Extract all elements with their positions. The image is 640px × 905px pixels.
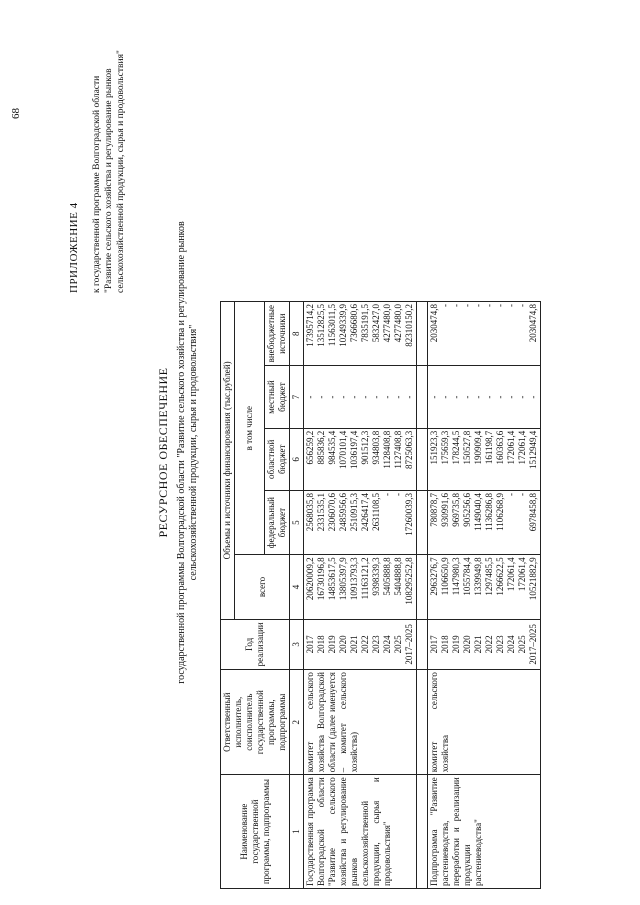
col-number: 6	[290, 428, 304, 490]
extrabudget-value: -	[473, 304, 483, 307]
year-column-cell	[304, 619, 417, 669]
local-value: -	[528, 395, 538, 399]
extrabudget-value: 4277480,0	[382, 304, 392, 343]
document-subtitle	[176, 0, 200, 905]
col-number: 8	[290, 302, 304, 366]
header-local: местный бюджет	[265, 366, 290, 428]
extrabudget-value: -	[495, 304, 505, 307]
regional-value: 901512,3	[360, 430, 370, 465]
regional-value: 190909,4	[473, 430, 483, 465]
year-value: 2024	[382, 635, 392, 654]
local-value: -	[371, 395, 381, 399]
local-value: -	[316, 395, 326, 399]
extrabudget-value: -	[440, 304, 450, 307]
year-value: 2021	[349, 635, 359, 654]
federal-value: 2485956,6	[338, 492, 348, 532]
local-value: -	[360, 395, 370, 399]
extrabudget-value: -	[462, 304, 472, 307]
header-federal: федеральный бюджет	[265, 490, 290, 554]
regional-value: 8725063,3	[404, 430, 414, 469]
spacer-cell	[417, 428, 428, 490]
header-name: Наименование государственной программы, подпрограммы	[221, 775, 290, 889]
year-value: 2020	[462, 635, 472, 654]
appendix-line: к государственной программе Волгоградской области	[92, 75, 102, 293]
financing-table	[220, 301, 541, 889]
regional-value: 885836,2	[316, 430, 326, 465]
extrabudget-value: 10249339,9	[338, 304, 348, 347]
total-value: 2963276,7	[429, 557, 439, 596]
extrabudget-value: 13512825,5	[316, 304, 326, 347]
appendix-line: сельскохозяйственной продукции, сырья и продовольствия"	[116, 50, 126, 293]
year-value: 2019	[451, 635, 461, 654]
year-value: 2018	[440, 635, 450, 654]
extrabudget-column-cell	[304, 302, 417, 366]
total-value: 20620009,2	[305, 557, 315, 601]
total-value: 1266622,5	[495, 557, 505, 596]
header-year: Год реализации	[221, 619, 290, 669]
total-value: 10521882,9	[528, 557, 538, 601]
year-value: 2020	[338, 635, 348, 654]
local-value: -	[404, 395, 414, 399]
extrabudget-value: 82310150,2	[404, 304, 414, 347]
program-name-cell: Государственная программа Волгоградской области "Развитие сельского хозяйства и регулирование рынков сельскохозяйственной продукции, сырья и продовольствия"	[304, 775, 417, 889]
extrabudget-column-cell	[428, 302, 541, 366]
spacer-cell	[417, 555, 428, 619]
federal-value: 1149040,4	[473, 492, 483, 531]
col-number: 4	[290, 555, 304, 619]
year-value: 2023	[371, 635, 381, 654]
executor-cell: комитет сельского хозяйства	[428, 670, 541, 775]
total-value: 9398339,3	[371, 557, 381, 596]
federal-value: 969735,8	[451, 492, 461, 527]
local-value: -	[429, 395, 439, 399]
regional-value: 1127408,8	[393, 430, 403, 469]
local-value: -	[382, 395, 392, 399]
federal-value: 2426417,4	[360, 492, 370, 532]
year-value: 2018	[316, 635, 326, 654]
local-value: -	[484, 395, 494, 399]
local-value: -	[495, 395, 505, 399]
regional-value: 934803,8	[371, 430, 381, 465]
regional-column-cell	[304, 428, 417, 490]
regional-value: 160363,6	[495, 430, 505, 465]
federal-value: 2306070,6	[327, 492, 337, 532]
extrabudget-value: 17395714,2	[305, 304, 315, 347]
federal-value: -	[517, 492, 527, 496]
federal-value: 17260039,3	[404, 492, 414, 536]
header-regional: областной бюджет	[265, 428, 290, 490]
total-value: 1339949,8	[473, 557, 483, 596]
program-name-cell: Подпрограмма "Развитие растениеводства, переработки и реализации продукции растениеводства"	[428, 775, 541, 889]
header-total: всего	[235, 555, 290, 619]
local-value: -	[440, 395, 450, 399]
col-number: 5	[290, 490, 304, 554]
extrabudget-value: 11563011,5	[327, 304, 337, 347]
local-value: -	[327, 395, 337, 399]
local-value: -	[349, 395, 359, 399]
header-extrabudget: внебюджетные источники	[265, 302, 290, 366]
regional-value: 1070101,4	[338, 430, 348, 469]
total-value: 108295252,8	[404, 557, 414, 605]
local-column-cell	[428, 366, 541, 428]
year-value: 2022	[360, 635, 370, 654]
subtitle-line: сельскохозяйственной продукции, сырья и продовольствия"	[188, 324, 199, 581]
total-value: 13805397,9	[338, 557, 348, 601]
federal-value: -	[393, 492, 403, 496]
regional-value: 172061,4	[506, 430, 516, 465]
extrabudget-value: -	[484, 304, 494, 307]
extrabudget-value: 4277480,0	[393, 304, 403, 343]
column-numbers-row	[290, 302, 304, 889]
spacer-cell	[417, 366, 428, 428]
total-value: 5405888,8	[382, 557, 392, 596]
spacer-cell	[417, 490, 428, 554]
col-number: 3	[290, 619, 304, 669]
header-incl: в том числе	[235, 302, 265, 555]
total-value: 11163121,2	[360, 557, 370, 600]
total-value: 16730196,8	[316, 557, 326, 601]
federal-value: 1136286,8	[484, 492, 494, 531]
local-value: -	[451, 395, 461, 399]
extrabudget-value: 5832427,0	[371, 304, 381, 343]
year-value: 2021	[473, 635, 483, 654]
regional-value: 656259,2	[305, 430, 315, 465]
extrabudget-value: 2030474,8	[429, 304, 439, 343]
year-value: 2017–2025	[528, 624, 538, 665]
regional-value: 1128408,8	[382, 430, 392, 469]
year-value: 2025	[393, 635, 403, 654]
federal-value: 905256,6	[462, 492, 472, 527]
regional-value: 151923,3	[429, 430, 439, 465]
federal-value: 2510915,3	[349, 492, 359, 532]
federal-value: 2631108,5	[371, 492, 381, 531]
extrabudget-value: 7366680,6	[349, 304, 359, 343]
local-value: -	[305, 395, 315, 399]
spacer-cell	[417, 670, 428, 775]
table-body	[304, 302, 541, 889]
local-value: -	[393, 395, 403, 399]
col-number: 7	[290, 366, 304, 428]
spacer-cell	[417, 302, 428, 366]
regional-value: 161198,7	[484, 430, 494, 465]
col-number: 1	[290, 775, 304, 889]
year-value: 2017	[305, 635, 315, 654]
local-value: -	[517, 395, 527, 399]
regional-value: 1036197,4	[349, 430, 359, 469]
total-value: 1106650,9	[440, 557, 450, 596]
regional-value: 984535,4	[327, 430, 337, 465]
federal-value: 780878,7	[429, 492, 439, 527]
total-value: 10913793,3	[349, 557, 359, 601]
total-value: 1147980,3	[451, 557, 461, 596]
total-value: 172061,4	[506, 557, 516, 592]
extrabudget-value: 2030474,8	[528, 304, 538, 343]
appendix-reference	[91, 3, 127, 293]
document-title: РЕСУРСНОЕ ОБЕСПЕЧЕНИЕ	[156, 367, 170, 538]
regional-value: 1512949,4	[528, 430, 538, 469]
executor-cell: комитет сельского хозяйства Волгоградской области (далее именуется – комитет сельского хозяйства)	[304, 670, 417, 775]
total-value: 14853617,5	[327, 557, 337, 601]
year-column-cell	[428, 619, 541, 669]
regional-value: 172061,4	[517, 430, 527, 465]
local-value: -	[473, 395, 483, 399]
appendix-title: ПРИЛОЖЕНИЕ 4	[68, 202, 80, 293]
year-value: 2023	[495, 635, 505, 654]
total-value: 1055784,4	[462, 557, 472, 596]
spacer-row	[417, 302, 428, 889]
local-value: -	[506, 395, 516, 399]
regional-value: 175659,3	[440, 430, 450, 465]
extrabudget-value: -	[517, 304, 527, 307]
year-value: 2019	[327, 635, 337, 654]
extrabudget-value: 7835191,5	[360, 304, 370, 343]
federal-value: 6978458,8	[528, 492, 538, 532]
header-volumes: Объемы и источники финансирования (тыс.рублей)	[221, 302, 235, 620]
federal-value: 2331535,1	[316, 492, 326, 532]
table-row	[428, 302, 541, 889]
federal-column-cell	[304, 490, 417, 554]
header-executor: Ответственный исполнитель, соисполнитель государственной программы, подпрограммы	[221, 670, 290, 775]
subtitle-line: государственной программы Волгоградской области "Развитие сельского хозяйства и регулирование рынков	[176, 221, 187, 684]
page-number: 68	[10, 108, 22, 119]
federal-value: 2568035,8	[305, 492, 315, 532]
regional-value: 150527,8	[462, 430, 472, 465]
year-value: 2022	[484, 635, 494, 654]
table-row	[304, 302, 417, 889]
year-value: 2017	[429, 635, 439, 654]
total-value: 1297485,5	[484, 557, 494, 596]
federal-value: 930991,6	[440, 492, 450, 527]
federal-value: -	[382, 492, 392, 496]
federal-column-cell	[428, 490, 541, 554]
year-value: 2024	[506, 635, 516, 654]
extrabudget-value: -	[451, 304, 461, 307]
local-value: -	[462, 395, 472, 399]
federal-value: -	[506, 492, 516, 496]
year-value: 2017–2025	[404, 624, 414, 665]
total-value: 172061,4	[517, 557, 527, 592]
appendix-line: "Развитие сельского хозяйства и регулирование рынков	[104, 68, 114, 293]
col-number: 2	[290, 670, 304, 775]
local-column-cell	[304, 366, 417, 428]
extrabudget-value: -	[506, 304, 516, 307]
regional-value: 178244,5	[451, 430, 461, 465]
year-value: 2025	[517, 635, 527, 654]
total-column-cell	[304, 555, 417, 619]
total-value: 5404888,8	[393, 557, 403, 596]
regional-column-cell	[428, 428, 541, 490]
spacer-cell	[417, 619, 428, 669]
spacer-cell	[417, 775, 428, 889]
local-value: -	[338, 395, 348, 399]
federal-value: 1106268,9	[495, 492, 505, 531]
total-column-cell	[428, 555, 541, 619]
